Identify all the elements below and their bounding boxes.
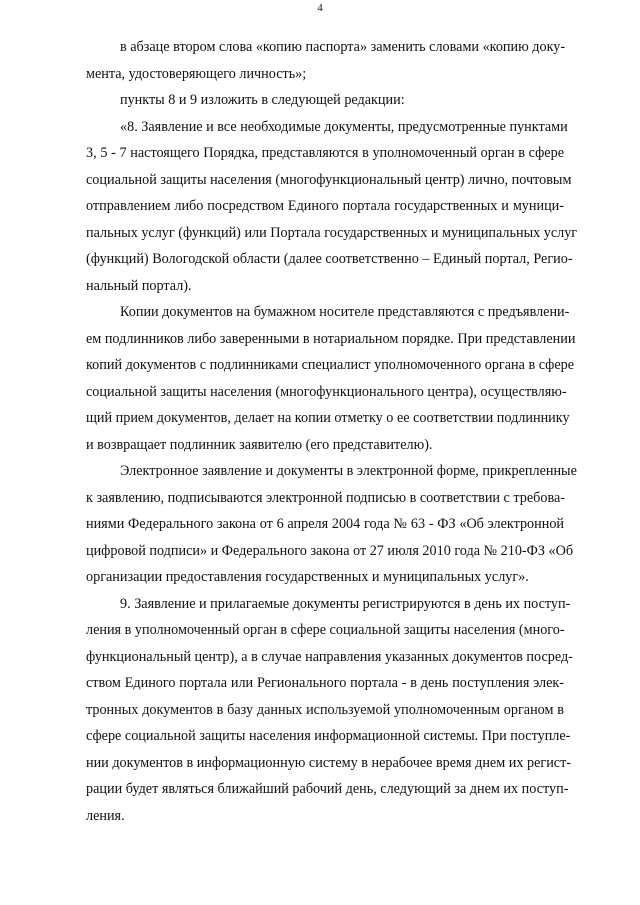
text-line: сфере социальной защиты населения информационной системы. При поступле- — [86, 728, 571, 744]
paragraph-amend-passport — [86, 34, 564, 87]
text-line: к заявлению, подписываются электронной подписью в соответствии с требова- — [86, 489, 566, 506]
text-line: 3, 5 - 7 настоящего Порядка, представляются в уполномоченный орган в сфере — [86, 145, 564, 161]
text-line: тронных документов в базу данных используемой уполномоченным органом в — [86, 701, 564, 718]
text-line: ниями Федерального закона от 6 апреля 2004 года № 63 - ФЗ «Об электронной — [86, 516, 564, 532]
paragraph-points-8-9 — [86, 87, 564, 114]
text-line: ем подлинников либо заверенными в нотариальном порядке. При представлении — [86, 330, 576, 347]
text-line: в абзаце втором слова «копию паспорта» заменить словами «копию доку- — [120, 39, 566, 55]
text-line: Электронное заявление и документы в электронной форме, прикрепленные — [120, 463, 577, 479]
text-line: организации предоставления государственных и муниципальных услуг». — [86, 569, 529, 585]
text-line: щий прием документов, делает на копии отметку о ее соответствии подлиннику — [86, 410, 570, 426]
text-line: пальных услуг (функций) или Портала государственных и муниципальных услуг — [86, 224, 578, 241]
paragraph-point-8 — [86, 114, 578, 300]
paragraph-electronic — [86, 458, 577, 591]
text-line: (функций) Вологодской области (далее соответственно – Единый портал, Регио- — [86, 251, 573, 267]
page-number: 4 — [317, 2, 323, 14]
text-line: ством Единого портала или Регионального портала - в день поступления элек- — [86, 675, 564, 691]
paragraph-point-9 — [86, 591, 573, 830]
text-line: нальный портал). — [86, 277, 192, 294]
text-line: мента, удостоверяющего личность»; — [86, 65, 307, 82]
text-line: нии документов в информационную систему в нерабочее время днем их регист- — [86, 754, 572, 771]
text-line: пункты 8 и 9 изложить в следующей редакции: — [120, 92, 405, 108]
text-line: и возвращает подлинник заявителю (его представителю). — [86, 436, 433, 453]
text-line: копий документов с подлинниками специалист уполномоченного органа в сфере — [86, 357, 575, 373]
text-line: социальной защиты населения (многофункционального центра), осуществляю- — [86, 383, 567, 400]
text-line: цифровой подписи» и Федерального закона от 27 июля 2010 года № 210-ФЗ «Об — [86, 542, 574, 559]
text-line: «8. Заявление и все необходимые документы, предусмотренные пунктами — [120, 118, 568, 135]
text-line: рации будет являться ближайший рабочий день, следующий за днем их поступ- — [86, 781, 569, 797]
text-line: отправлением либо посредством Единого портала государственных и муници- — [86, 198, 564, 214]
document-body — [86, 34, 578, 829]
text-line: ления. — [86, 807, 125, 824]
text-line: 9. Заявление и прилагаемые документы регистрируются в день их поступ- — [120, 595, 571, 612]
text-line: Копии документов на бумажном носителе представляются с предъявлени- — [120, 304, 570, 320]
paragraph-copies — [86, 299, 576, 458]
text-line: социальной защиты населения (многофункциональный центр) лично, почтовым — [86, 171, 572, 188]
text-line: ления в уполномоченный орган в сфере социальной защиты населения (много- — [86, 622, 565, 638]
text-line: функциональный центр), а в случае направления указанных документов посред- — [86, 648, 573, 665]
